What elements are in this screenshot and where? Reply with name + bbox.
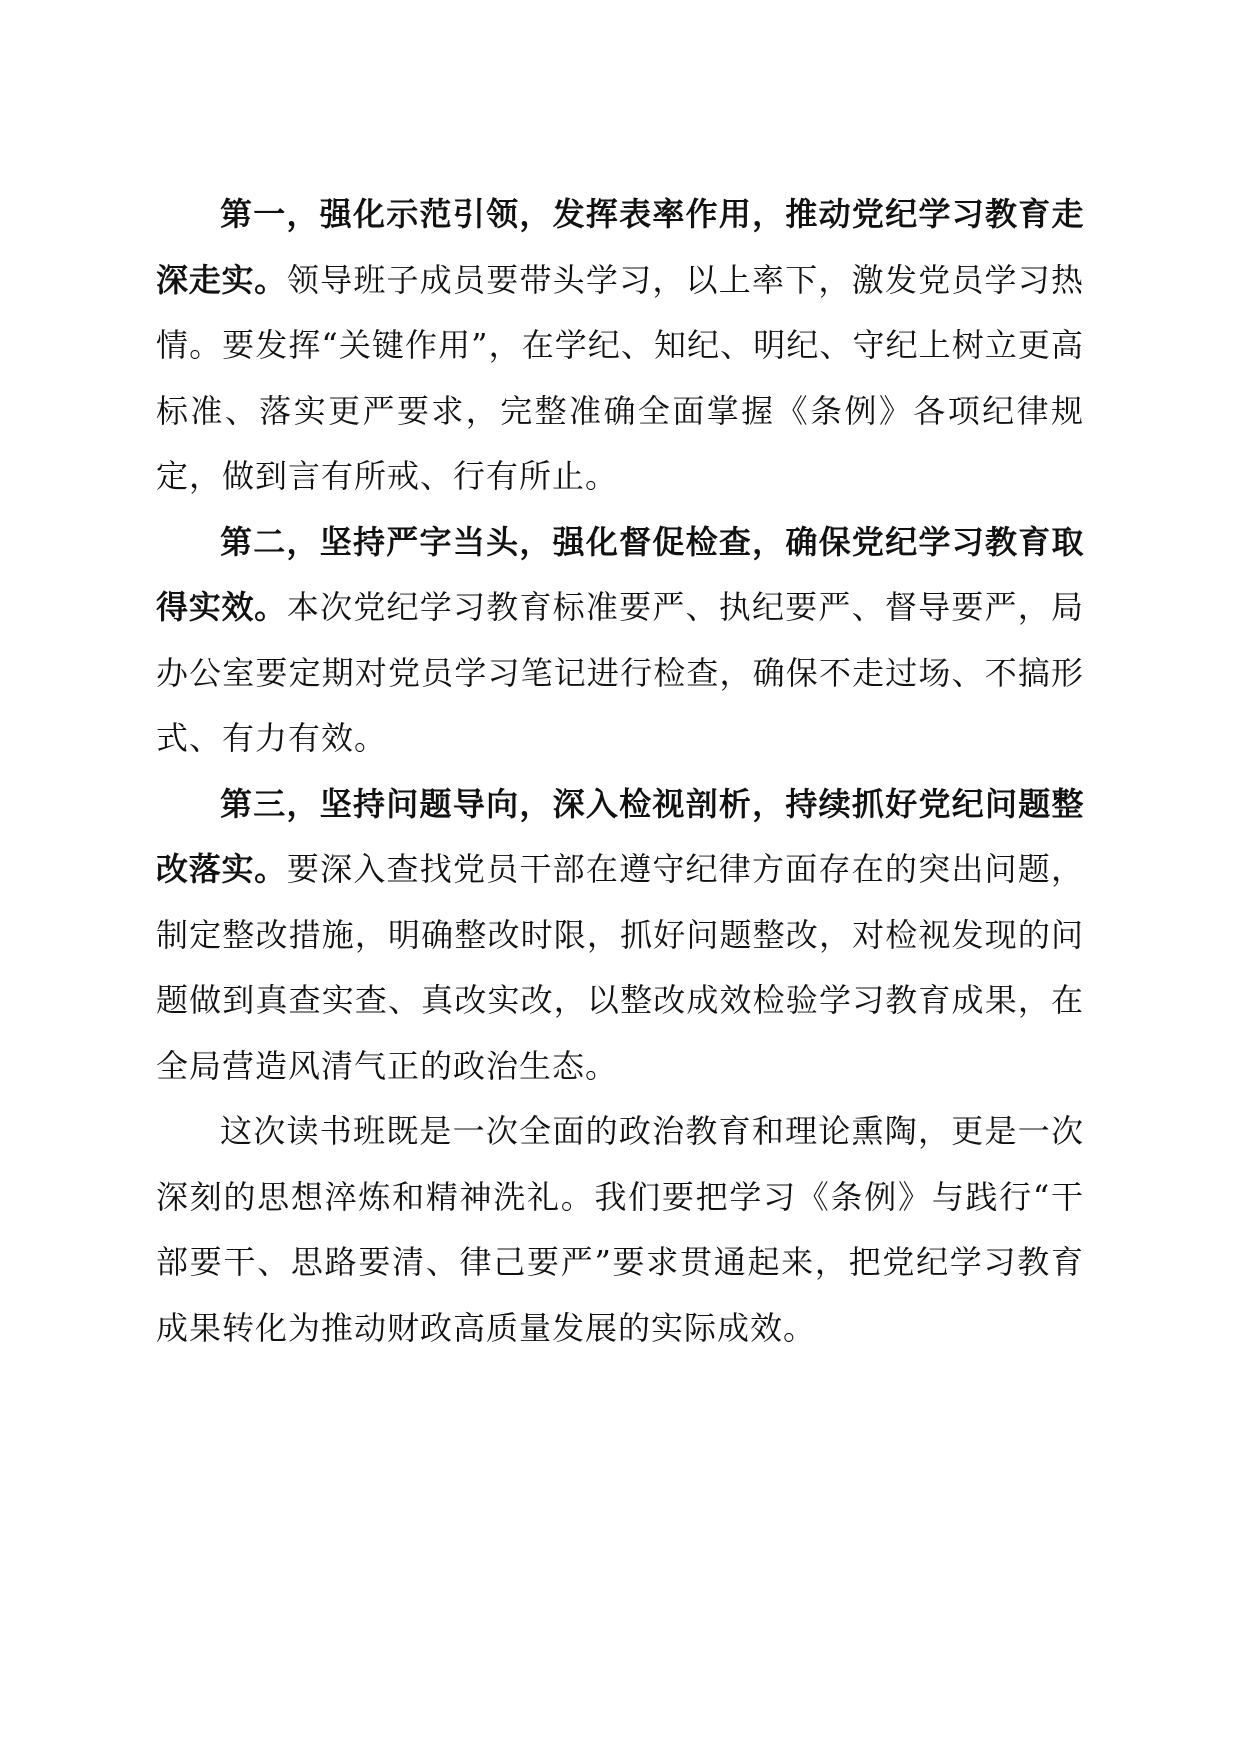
paragraph-text: 要深入查找党员干部在遵守纪律方面存在的突出问题，制定整改措施，明确整改时限，抓好问题整改，对检视发现的问题做到真查实查、真改实改，以整改成效检验学习教育成果，在全局营造风清气正的政治生态。 — [156, 850, 1084, 1085]
document-body — [156, 182, 1084, 1361]
paragraph-second-point — [156, 510, 1084, 772]
paragraph-text: 领导班子成员要带头学习，以上率下，激发党员学习热情。要发挥“关键作用”，在学纪、知纪、明纪、守纪上树立更高标准、落实更严要求，完整准确全面掌握《条例》各项纪律规定，做到言有所戒、行有所止。 — [156, 260, 1084, 495]
paragraph-lead: 第一，强化示范引领，发挥表率作用，推动党纪学习教育走深走实。 — [156, 195, 1084, 299]
paragraph-text: 本次党纪学习教育标准要严、执纪要严、督导要严，局办公室要定期对党员学习笔记进行检查，确保不走过场、不搞形式、有力有效。 — [156, 588, 1084, 757]
paragraph-third-point — [156, 772, 1084, 1100]
paragraph-conclusion — [156, 1099, 1084, 1361]
paragraph-text: 这次读书班既是一次全面的政治教育和理论熏陶，更是一次深刻的思想淬炼和精神洗礼。我们要把学习《条例》与践行“干部要干、思路要清、律己要严”要求贯通起来，把党纪学习教育成果转化为推动财政高质量发展的实际成效。 — [156, 1112, 1084, 1347]
paragraph-lead: 第三，坚持问题导向，深入检视剖析，持续抓好党纪问题整改落实。 — [156, 784, 1084, 888]
paragraph-first-point — [156, 182, 1084, 510]
paragraph-lead: 第二，坚持严字当头，强化督促检查，确保党纪学习教育取得实效。 — [156, 522, 1084, 626]
